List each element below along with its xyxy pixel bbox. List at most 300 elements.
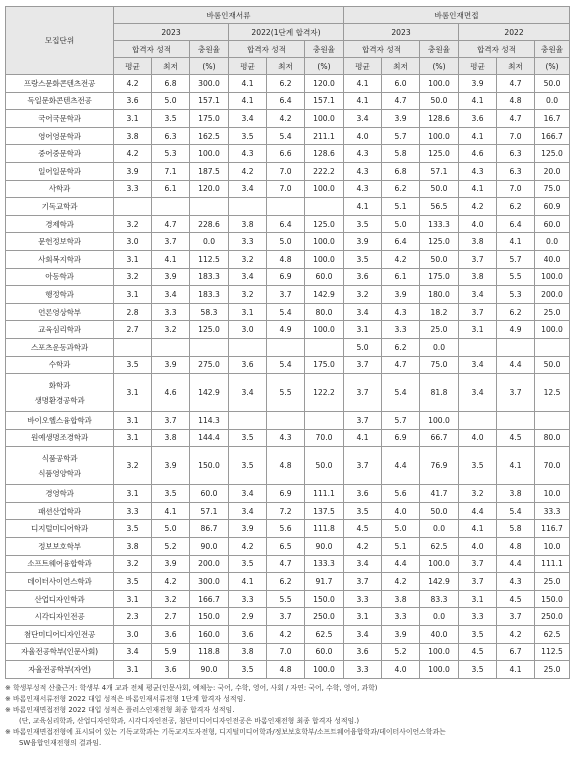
value-cell: 150.0 — [305, 590, 344, 608]
value-cell: 4.2 — [114, 75, 152, 93]
value-cell: 3.3 — [382, 321, 420, 339]
min-header: 최저 — [382, 58, 420, 75]
value-cell: 4.0 — [344, 127, 382, 145]
value-cell: 5.1 — [382, 538, 420, 556]
unit-name-cell — [6, 321, 114, 339]
value-cell: 4.8 — [267, 250, 305, 268]
value-cell: 5.0 — [382, 520, 420, 538]
unit-name-cell — [6, 374, 114, 412]
value-cell: 3.8 — [114, 127, 152, 145]
value-cell: 3.2 — [459, 485, 497, 503]
value-cell: 116.7 — [535, 520, 570, 538]
comp-header: 충원율 — [190, 41, 229, 58]
value-cell: 3.5 — [114, 573, 152, 591]
unit-name: 화학과 — [48, 380, 71, 390]
value-cell: 100.0 — [305, 321, 344, 339]
value-cell: 2.7 — [152, 608, 190, 626]
value-cell: 175.0 — [190, 110, 229, 128]
interview-2023-header: 2023 — [344, 24, 459, 41]
grade-header: 합격자 성적 — [229, 41, 305, 58]
value-cell: 50.0 — [305, 447, 344, 485]
value-cell: 4.2 — [114, 145, 152, 163]
value-cell: 5.7 — [382, 127, 420, 145]
value-cell — [497, 412, 535, 430]
value-cell: 40.0 — [420, 626, 459, 644]
value-cell: 122.2 — [305, 374, 344, 412]
value-cell: 5.0 — [382, 215, 420, 233]
value-cell — [190, 338, 229, 356]
value-cell: 50.0 — [535, 75, 570, 93]
value-cell: 166.7 — [535, 127, 570, 145]
value-cell: 5.7 — [382, 412, 420, 430]
min-header: 최저 — [267, 58, 305, 75]
value-cell: 3.5 — [459, 626, 497, 644]
value-cell: 4.7 — [382, 92, 420, 110]
value-cell: 3.7 — [267, 286, 305, 304]
footnote: ※ 학생부성적 산출근거: 학생부 4개 교과 전체 평균(인문사회, 예체능: 국어, 수학, 영어, 사회 / 자연: 국어, 수학, 영어, 과학) — [5, 683, 378, 692]
value-cell: 3.3 — [114, 180, 152, 198]
value-cell: 128.6 — [305, 145, 344, 163]
document — [5, 6, 567, 749]
value-cell: 3.5 — [344, 250, 382, 268]
grade-header: 합격자 성적 — [459, 41, 535, 58]
value-cell: 5.0 — [267, 233, 305, 251]
value-cell: 4.2 — [382, 573, 420, 591]
value-cell: 70.0 — [305, 429, 344, 447]
value-cell: 157.1 — [305, 92, 344, 110]
table-row — [6, 573, 570, 591]
value-cell: 3.8 — [459, 233, 497, 251]
value-cell: 3.6 — [114, 92, 152, 110]
value-cell: 50.0 — [420, 250, 459, 268]
value-cell: 50.0 — [420, 502, 459, 520]
value-cell: 40.0 — [535, 250, 570, 268]
value-cell: 3.5 — [459, 661, 497, 679]
value-cell: 3.7 — [459, 303, 497, 321]
value-cell: 5.8 — [497, 520, 535, 538]
value-cell: 0.0 — [535, 233, 570, 251]
unit-name-cell — [6, 127, 114, 145]
value-cell: 222.2 — [305, 162, 344, 180]
value-cell: 3.1 — [114, 590, 152, 608]
unit-name-cell — [6, 356, 114, 374]
value-cell: 6.2 — [497, 198, 535, 216]
value-cell: 6.6 — [267, 145, 305, 163]
value-cell: 3.9 — [152, 447, 190, 485]
value-cell: 100.0 — [420, 661, 459, 679]
min-header: 최저 — [152, 58, 190, 75]
value-cell: 3.9 — [229, 520, 267, 538]
value-cell: 7.0 — [497, 180, 535, 198]
value-cell: 3.9 — [114, 162, 152, 180]
value-cell: 4.0 — [382, 661, 420, 679]
value-cell: 3.6 — [344, 485, 382, 503]
table-row — [6, 538, 570, 556]
table-row — [6, 250, 570, 268]
value-cell: 125.0 — [420, 145, 459, 163]
value-cell: 2.8 — [114, 303, 152, 321]
interview-group-header: 바롬인재면접 — [344, 7, 570, 24]
admission-results-table — [5, 6, 570, 679]
value-cell: 4.6 — [152, 374, 190, 412]
value-cell: 3.3 — [459, 608, 497, 626]
unit-name-cell — [6, 92, 114, 110]
value-cell: 5.0 — [152, 520, 190, 538]
value-cell: 4.1 — [344, 429, 382, 447]
value-cell: 144.4 — [190, 429, 229, 447]
value-cell: 4.9 — [267, 321, 305, 339]
value-cell: 3.4 — [344, 303, 382, 321]
value-cell: 6.7 — [497, 643, 535, 661]
value-cell: 3.3 — [229, 233, 267, 251]
value-cell: 5.0 — [344, 338, 382, 356]
table-row — [6, 145, 570, 163]
comp-header: 충원율 — [305, 41, 344, 58]
value-cell: 3.5 — [152, 110, 190, 128]
value-cell: 133.3 — [305, 555, 344, 573]
value-cell: 4.1 — [229, 75, 267, 93]
value-cell: 6.2 — [267, 75, 305, 93]
table-row — [6, 356, 570, 374]
value-cell: 4.1 — [229, 573, 267, 591]
value-cell: 4.2 — [229, 162, 267, 180]
value-cell: 6.4 — [382, 233, 420, 251]
value-cell: 100.0 — [305, 110, 344, 128]
value-cell: 4.3 — [344, 180, 382, 198]
unit-name-cell — [6, 145, 114, 163]
value-cell: 5.4 — [267, 303, 305, 321]
unit-name-cell — [6, 429, 114, 447]
value-cell: 100.0 — [305, 250, 344, 268]
value-cell: 142.9 — [420, 573, 459, 591]
table-row — [6, 286, 570, 304]
value-cell: 150.0 — [535, 590, 570, 608]
footnote: ※ 바롬인재서류전형 2022 대입 성적은 바롬인재서류전형 1단계 합격자 성적임. — [5, 694, 246, 703]
value-cell: 6.2 — [497, 303, 535, 321]
value-cell — [459, 412, 497, 430]
value-cell: 60.0 — [535, 215, 570, 233]
value-cell: 56.5 — [420, 198, 459, 216]
interview-2022-header: 2022 — [459, 24, 570, 41]
value-cell: 5.0 — [152, 92, 190, 110]
value-cell: 6.0 — [382, 75, 420, 93]
footnote: SW융합인재전형의 결과임. — [19, 738, 102, 747]
avg-header: 평균 — [459, 58, 497, 75]
doc-2022-header: 2022(1단계 합격자) — [229, 24, 344, 41]
value-cell: 228.6 — [190, 215, 229, 233]
value-cell: 5.3 — [497, 286, 535, 304]
value-cell: 3.5 — [344, 215, 382, 233]
value-cell: 128.6 — [420, 110, 459, 128]
unit-name: 언론영상학부 — [38, 307, 81, 317]
value-cell: 3.8 — [229, 215, 267, 233]
unit-name: 첨단미디어디자인전공 — [23, 629, 96, 639]
unit-name-cell — [6, 75, 114, 93]
unit-name-cell — [6, 412, 114, 430]
value-cell: 125.0 — [190, 321, 229, 339]
value-cell: 3.0 — [114, 626, 152, 644]
value-cell: 3.6 — [229, 626, 267, 644]
value-cell: 6.5 — [267, 538, 305, 556]
value-cell: 25.0 — [535, 303, 570, 321]
unit-name: 경영학과 — [45, 489, 74, 499]
value-cell: 3.5 — [114, 356, 152, 374]
table-row — [6, 338, 570, 356]
value-cell: 3.7 — [344, 412, 382, 430]
value-cell: 3.9 — [152, 555, 190, 573]
value-cell: 4.7 — [497, 75, 535, 93]
value-cell: 200.0 — [535, 286, 570, 304]
value-cell: 4.9 — [497, 321, 535, 339]
value-cell: 4.3 — [229, 145, 267, 163]
table-row — [6, 590, 570, 608]
value-cell: 5.5 — [497, 268, 535, 286]
value-cell: 3.4 — [459, 374, 497, 412]
value-cell: 3.7 — [459, 250, 497, 268]
value-cell: 3.4 — [344, 110, 382, 128]
value-cell: 4.0 — [459, 429, 497, 447]
comp-header: 충원율 — [535, 41, 570, 58]
value-cell: 3.3 — [344, 590, 382, 608]
value-cell: 66.7 — [420, 429, 459, 447]
value-cell — [267, 198, 305, 216]
unit-name: 디지털미디어학과 — [30, 524, 89, 534]
value-cell: 4.3 — [459, 162, 497, 180]
unit-name: 시각디자인전공 — [34, 612, 85, 622]
value-cell: 5.3 — [152, 145, 190, 163]
value-cell: 3.8 — [229, 643, 267, 661]
value-cell: 5.7 — [497, 250, 535, 268]
footnote: (단, 교육심리학과, 산업디자인학과, 시각디자인전공, 첨단미디어디자인전공은 바롬인재전형 최종 합격자 성적임.) — [19, 716, 360, 725]
value-cell: 50.0 — [420, 180, 459, 198]
table-row — [6, 643, 570, 661]
table-row — [6, 110, 570, 128]
value-cell: 5.5 — [267, 374, 305, 412]
value-cell: 4.2 — [229, 538, 267, 556]
value-cell: 3.9 — [382, 110, 420, 128]
value-cell: 118.8 — [190, 643, 229, 661]
table-row — [6, 412, 570, 430]
value-cell: 187.5 — [190, 162, 229, 180]
value-cell: 3.1 — [114, 429, 152, 447]
value-cell: 0.0 — [420, 520, 459, 538]
value-cell: 5.4 — [497, 502, 535, 520]
value-cell: 3.2 — [344, 286, 382, 304]
value-cell: 16.7 — [535, 110, 570, 128]
value-cell: 160.0 — [190, 626, 229, 644]
value-cell: 4.1 — [459, 92, 497, 110]
value-cell: 3.3 — [114, 502, 152, 520]
table-row — [6, 233, 570, 251]
unit-name: 독일문화콘텐츠전공 — [27, 96, 92, 106]
value-cell — [535, 412, 570, 430]
value-cell: 2.9 — [229, 608, 267, 626]
value-cell: 162.5 — [190, 127, 229, 145]
value-cell: 4.3 — [497, 573, 535, 591]
value-cell: 4.7 — [497, 110, 535, 128]
value-cell: 75.0 — [535, 180, 570, 198]
value-cell: 4.1 — [344, 198, 382, 216]
value-cell: 7.2 — [267, 502, 305, 520]
value-cell — [229, 412, 267, 430]
value-cell: 3.9 — [382, 286, 420, 304]
value-cell: 4.2 — [459, 198, 497, 216]
value-cell: 6.9 — [267, 268, 305, 286]
value-cell: 3.4 — [344, 626, 382, 644]
value-cell — [305, 338, 344, 356]
value-cell: 5.1 — [382, 198, 420, 216]
value-cell: 3.5 — [152, 485, 190, 503]
value-cell: 86.7 — [190, 520, 229, 538]
value-cell: 100.0 — [305, 233, 344, 251]
value-cell — [305, 412, 344, 430]
value-cell: 6.4 — [267, 92, 305, 110]
value-cell: 111.1 — [305, 485, 344, 503]
value-cell: 3.1 — [344, 321, 382, 339]
unit-name: 소프트웨어융합학과 — [27, 559, 92, 569]
value-cell: 133.3 — [420, 215, 459, 233]
doc-group-header: 바롬인재서류 — [114, 7, 344, 24]
table-row — [6, 127, 570, 145]
value-cell: 3.7 — [344, 374, 382, 412]
value-cell: 175.0 — [420, 268, 459, 286]
value-cell: 120.0 — [190, 180, 229, 198]
value-cell: 3.1 — [459, 321, 497, 339]
unit-column-header: 모집단위 — [6, 7, 114, 75]
value-cell: 4.2 — [382, 250, 420, 268]
unit-name: 교육심리학과 — [38, 325, 81, 335]
value-cell: 100.0 — [420, 643, 459, 661]
value-cell: 3.7 — [344, 447, 382, 485]
table-row — [6, 198, 570, 216]
value-cell: 3.1 — [114, 250, 152, 268]
unit-name-cell — [6, 180, 114, 198]
value-cell: 125.0 — [535, 145, 570, 163]
value-cell: 3.2 — [114, 268, 152, 286]
unit-name: 정보보호학부 — [38, 541, 81, 551]
value-cell: 100.0 — [420, 75, 459, 93]
value-cell: 3.7 — [152, 233, 190, 251]
value-cell: 5.9 — [152, 643, 190, 661]
value-cell: 3.7 — [459, 555, 497, 573]
value-cell: 157.1 — [190, 92, 229, 110]
value-cell: 4.7 — [382, 356, 420, 374]
value-cell: 4.4 — [382, 555, 420, 573]
value-cell — [114, 338, 152, 356]
unit-name: 행정학과 — [45, 289, 74, 299]
value-cell: 3.7 — [344, 356, 382, 374]
value-cell: 137.5 — [305, 502, 344, 520]
unit-name: 기독교학과 — [41, 201, 78, 211]
table-row — [6, 374, 570, 412]
table-row — [6, 75, 570, 93]
value-cell: 6.8 — [382, 162, 420, 180]
unit-name-cell — [6, 643, 114, 661]
value-cell — [190, 198, 229, 216]
value-cell: 4.1 — [152, 502, 190, 520]
value-cell: 4.0 — [382, 502, 420, 520]
value-cell: 6.1 — [152, 180, 190, 198]
value-cell: 6.1 — [382, 268, 420, 286]
value-cell — [229, 198, 267, 216]
value-cell: 25.0 — [420, 321, 459, 339]
value-cell: 2.7 — [114, 321, 152, 339]
unit-name: 생명환경공학과 — [34, 395, 85, 405]
unit-name: 산업디자인학과 — [34, 594, 85, 604]
value-cell: 3.5 — [459, 447, 497, 485]
value-cell: 4.2 — [267, 110, 305, 128]
value-cell: 3.5 — [114, 520, 152, 538]
value-cell: 4.2 — [497, 626, 535, 644]
value-cell: 50.0 — [420, 92, 459, 110]
unit-name: 패션산업학과 — [38, 506, 81, 516]
table-row — [6, 162, 570, 180]
value-cell: 4.3 — [382, 303, 420, 321]
value-cell: 183.3 — [190, 268, 229, 286]
value-cell: 20.0 — [535, 162, 570, 180]
unit-name: 문헌정보학과 — [38, 237, 81, 247]
unit-name-cell — [6, 520, 114, 538]
value-cell: 3.7 — [267, 608, 305, 626]
value-cell: 76.9 — [420, 447, 459, 485]
value-cell: 3.1 — [344, 608, 382, 626]
value-cell: 211.1 — [305, 127, 344, 145]
value-cell: 4.5 — [497, 590, 535, 608]
value-cell: 4.1 — [344, 75, 382, 93]
value-cell: 4.1 — [229, 92, 267, 110]
value-cell: 4.3 — [344, 162, 382, 180]
table-row — [6, 520, 570, 538]
pct-header: (%) — [535, 58, 570, 75]
value-cell: 6.4 — [267, 215, 305, 233]
value-cell — [305, 198, 344, 216]
unit-name: 스포츠운동과학과 — [30, 342, 89, 352]
value-cell: 250.0 — [305, 608, 344, 626]
value-cell: 90.0 — [190, 661, 229, 679]
unit-name: 수학과 — [48, 360, 71, 370]
value-cell: 62.5 — [535, 626, 570, 644]
value-cell: 3.9 — [152, 356, 190, 374]
value-cell: 111.1 — [535, 555, 570, 573]
table-body — [6, 75, 570, 679]
value-cell: 4.5 — [497, 429, 535, 447]
value-cell: 4.8 — [267, 447, 305, 485]
value-cell: 60.0 — [190, 485, 229, 503]
unit-name: 국어국문학과 — [38, 113, 81, 123]
value-cell: 4.0 — [459, 538, 497, 556]
value-cell: 6.8 — [152, 75, 190, 93]
unit-name-cell — [6, 538, 114, 556]
value-cell: 3.4 — [229, 110, 267, 128]
value-cell: 4.8 — [267, 661, 305, 679]
value-cell — [535, 338, 570, 356]
unit-name-cell — [6, 303, 114, 321]
value-cell: 200.0 — [190, 555, 229, 573]
value-cell — [459, 338, 497, 356]
value-cell: 6.2 — [267, 573, 305, 591]
value-cell: 120.0 — [305, 75, 344, 93]
value-cell: 3.1 — [114, 374, 152, 412]
value-cell: 41.7 — [420, 485, 459, 503]
value-cell: 6.9 — [382, 429, 420, 447]
value-cell: 33.3 — [535, 502, 570, 520]
unit-name: 식품공학과 — [41, 453, 78, 463]
table-header — [6, 7, 570, 75]
value-cell: 4.0 — [459, 215, 497, 233]
value-cell: 100.0 — [420, 555, 459, 573]
value-cell: 4.1 — [497, 447, 535, 485]
value-cell: 7.0 — [267, 180, 305, 198]
